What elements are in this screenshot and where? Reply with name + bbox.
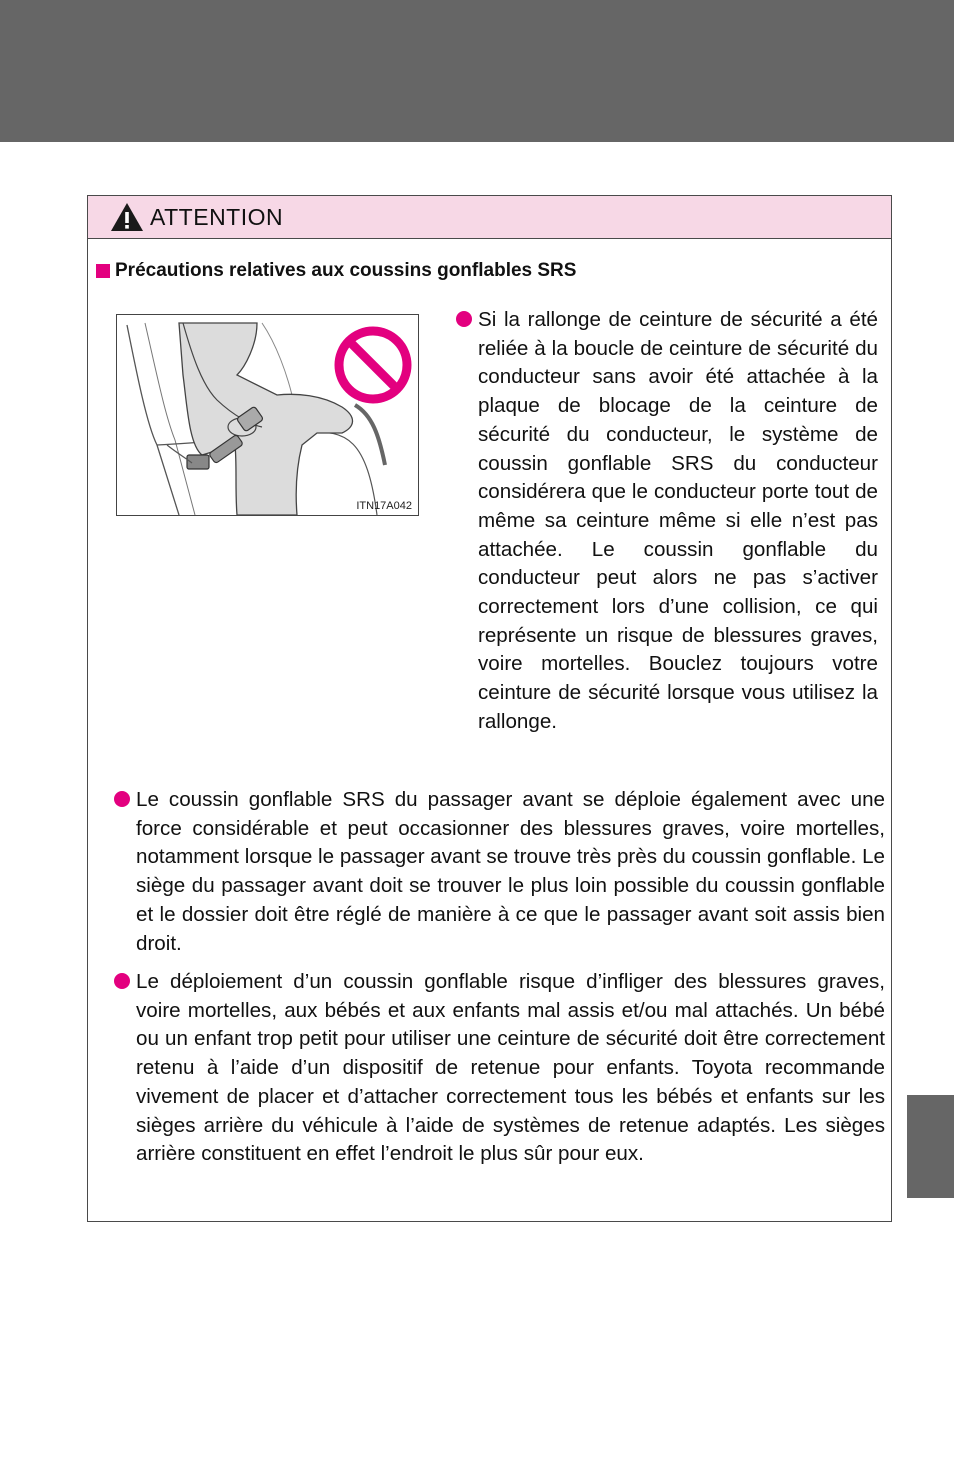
- list-item: [456, 306, 878, 737]
- list-item-text: Le coussin gonflable SRS du passager avant se déploie également avec une force considérable et peut occasionner des blessures graves, voire mortelles, notamment lorsque le passager avant se trouve très près du coussin gonflable. Le siège du passager avant doit se trouver le plus loin possible du coussin gonflable et le dossier doit être réglé de manière à ce que le passager avant soit assis bien droit.: [136, 788, 885, 955]
- section-heading-text: Précautions relatives aux coussins gonflables SRS: [115, 260, 577, 281]
- bullet-dot-icon: [114, 791, 130, 807]
- bullet-dot-icon: [114, 973, 130, 989]
- list-item-text: Si la rallonge de ceinture de sécurité a été reliée à la boucle de ceinture de sécurité du conducteur sans avoir été attachée à la plaque de blocage de la ceinture de sécurité du conducteur, le système de coussin gonflable SRS du conducteur considérera que le conducteur porte tout de même sa ceinture même si elle n’est pas attachée. Le coussin gonflable du conducteur peut alors ne pas s’activer correctement lors d’une collision, ce qui représente un risque de blessures graves, voire mortelles. Bouclez toujours votre ceinture de sécurité lorsque vous utilisez la rallonge.: [478, 308, 878, 733]
- attention-header: [88, 196, 891, 239]
- section-heading: [96, 260, 576, 282]
- list-item: [114, 786, 885, 958]
- chapter-tab: [907, 1095, 954, 1198]
- figure-code: ITN17A042: [356, 500, 412, 512]
- seatbelt-extender-illustration: [116, 314, 419, 516]
- attention-box: [87, 195, 892, 1222]
- bullet-dot-icon: [456, 311, 472, 327]
- list-item-text: Le déploiement d’un coussin gonflable risque d’infliger des blessures graves, voire mortelles, aux bébés et aux enfants mal assis et/ou mal attachés. Un bébé ou un enfant trop petit pour utiliser une ceinture de sécurité doit être correctement retenu à l’aide d’un dispositif de retenue pour enfants. Toyota recommande vivement de placer et d’attacher correctement tous les bébés et enfants sur les sièges arrière du véhicule à l’aide de systèmes de retenue adaptés. Les sièges arrière constituent en effet l’endroit le plus sûr pour eux.: [136, 970, 885, 1166]
- square-bullet-icon: [96, 264, 110, 278]
- list-item: [114, 968, 885, 1169]
- page-header-band: [0, 0, 954, 142]
- warning-icon: [110, 202, 144, 232]
- attention-title: ATTENTION: [150, 204, 284, 230]
- illustration-drawing: [117, 315, 419, 516]
